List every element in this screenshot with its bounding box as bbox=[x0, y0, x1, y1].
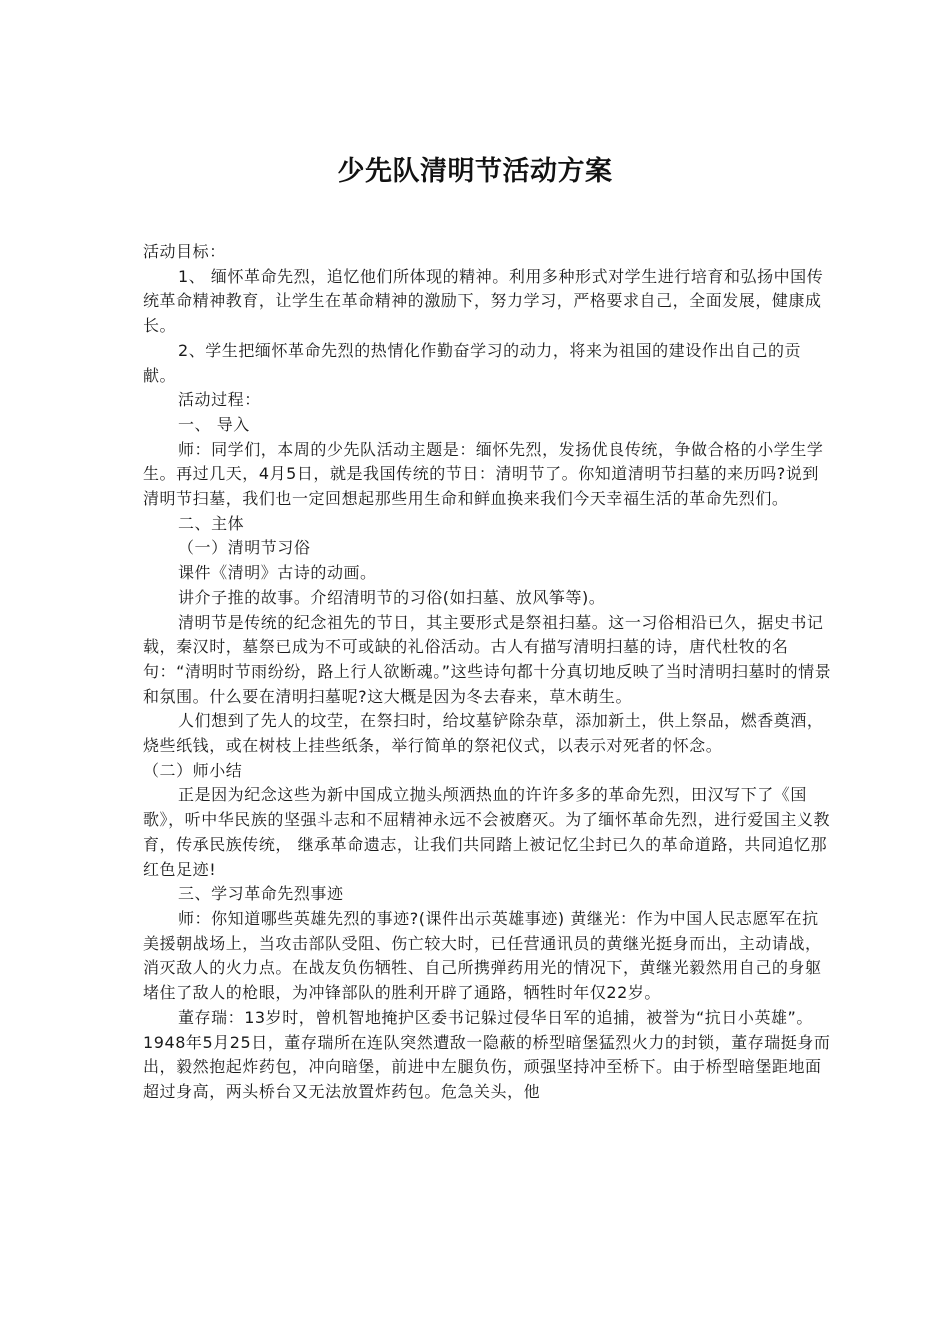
section-heading-heroes: 三、学习革命先烈事迹 bbox=[178, 884, 344, 904]
paragraph-huang-jiguang: 师：你知道哪些英雄先烈的事迹?(课件出示英雄事迹) 黄继光：作为中国人民志愿军在抗美援朝战场上，当攻击部队受阻、伤亡较大时，已任营通讯员的黄继光挺身而出，主动请战，消灭敌人的火力点。在战友负伤牺牲、自己所携弹药用光的情况下，黄继光毅然用自己的身躯堵住了敌人的枪眼，为冲锋部队的胜利开辟了通路，牺牲时年仅22岁。 bbox=[143, 908, 822, 1003]
paragraph-goal-1: 1、 缅怀革命先烈，追忆他们所体现的精神。利用多种形式对学生进行培育和弘扬中国传统革命精神教育，让学生在革命精神的激励下，努力学习，严格要求自己，全面发展，健康成长。 bbox=[143, 266, 824, 336]
section-heading-main: 二、主体 bbox=[178, 513, 245, 533]
paragraph-process-heading: 活动过程： bbox=[178, 390, 261, 410]
paragraph-poem-animation: 课件《清明》古诗的动画。 bbox=[178, 563, 377, 583]
section-heading-intro: 一、 导入 bbox=[178, 414, 250, 434]
paragraph-tomb-sweeping: 人们想到了先人的坟茔，在祭扫时，给坟墓铲除杂草，添加新土，供上祭品，燃香奠酒，烧些纸钱，或在树枝上挂些纸条，举行简单的祭祀仪式，以表示对死者的怀念。 bbox=[143, 711, 824, 756]
paragraph-dong-cunrui: 董存瑞：13岁时，曾机智地掩护区委书记躲过侵华日军的追捕，被誉为“抗日小英雄”。1948年5月25日，董存瑞所在连队突然遭敌一隐蔽的桥型暗堡猛烈火力的封锁，董存瑞挺身而出，毅然抱起炸药包，冲向暗堡，前进中左腿负伤，顽强坚持冲至桥下。由于桥型暗堡距地面超过身高，两头桥台又无法放置炸药包。危急关头，他 bbox=[143, 1007, 831, 1101]
document-title: 少先队清明节活动方案 bbox=[337, 156, 613, 187]
paragraph-summary: 正是因为纪念这些为新中国成立抛头颅洒热血的许许多多的革命先烈，田汉写下了《国歌》，听中华民族的坚强斗志和不屈精神永远不会被磨灭。为了缅怀革命先烈，进行爱国主义教育，传承民族传统， 继承革命遗志，让我们共同踏上被记忆尘封已久的革命道路，共同追忆那红色足迹! bbox=[143, 785, 831, 879]
paragraph-intro: 师：同学们，本周的少先队活动主题是：缅怀先烈，发扬优良传统，争做合格的小学生学生。再过几天，4月5日，就是我国传统的节日：清明节了。你知道清明节扫墓的来历吗?说到清明节扫墓，我们也一定回想起那些用生命和鲜血换来我们今天幸福生活的革命先烈们。 bbox=[143, 439, 824, 509]
document-body bbox=[143, 240, 833, 1105]
subsection-heading-summary: （二）师小结 bbox=[143, 760, 243, 780]
paragraph-goal-2: 2、学生把缅怀革命先烈的热情化作勤奋学习的动力，将来为祖国的建设作出自己的贡献。 bbox=[143, 340, 802, 385]
subsection-heading-customs: （一）清明节习俗 bbox=[178, 538, 311, 558]
paragraph-qingming-tradition: 清明节是传统的纪念祖先的节日，其主要形式是祭祖扫墓。这一习俗相沿已久，据史书记载，秦汉时，墓祭已成为不可或缺的礼俗活动。古人有描写清明扫墓的诗，唐代杜牧的名句：“清明时节雨纷纷，路上行人欲断魂。”这些诗句都十分真切地反映了当时清明扫墓时的情景和氛围。什么要在清明扫墓呢?这大概是因为冬去春来，草木萌生。 bbox=[143, 612, 832, 706]
paragraph-goals-heading: 活动目标： bbox=[143, 242, 226, 261]
paragraph-jiezitui-story: 讲介子推的故事。介绍清明节的习俗(如扫墓、放风筝等)。 bbox=[178, 587, 606, 607]
